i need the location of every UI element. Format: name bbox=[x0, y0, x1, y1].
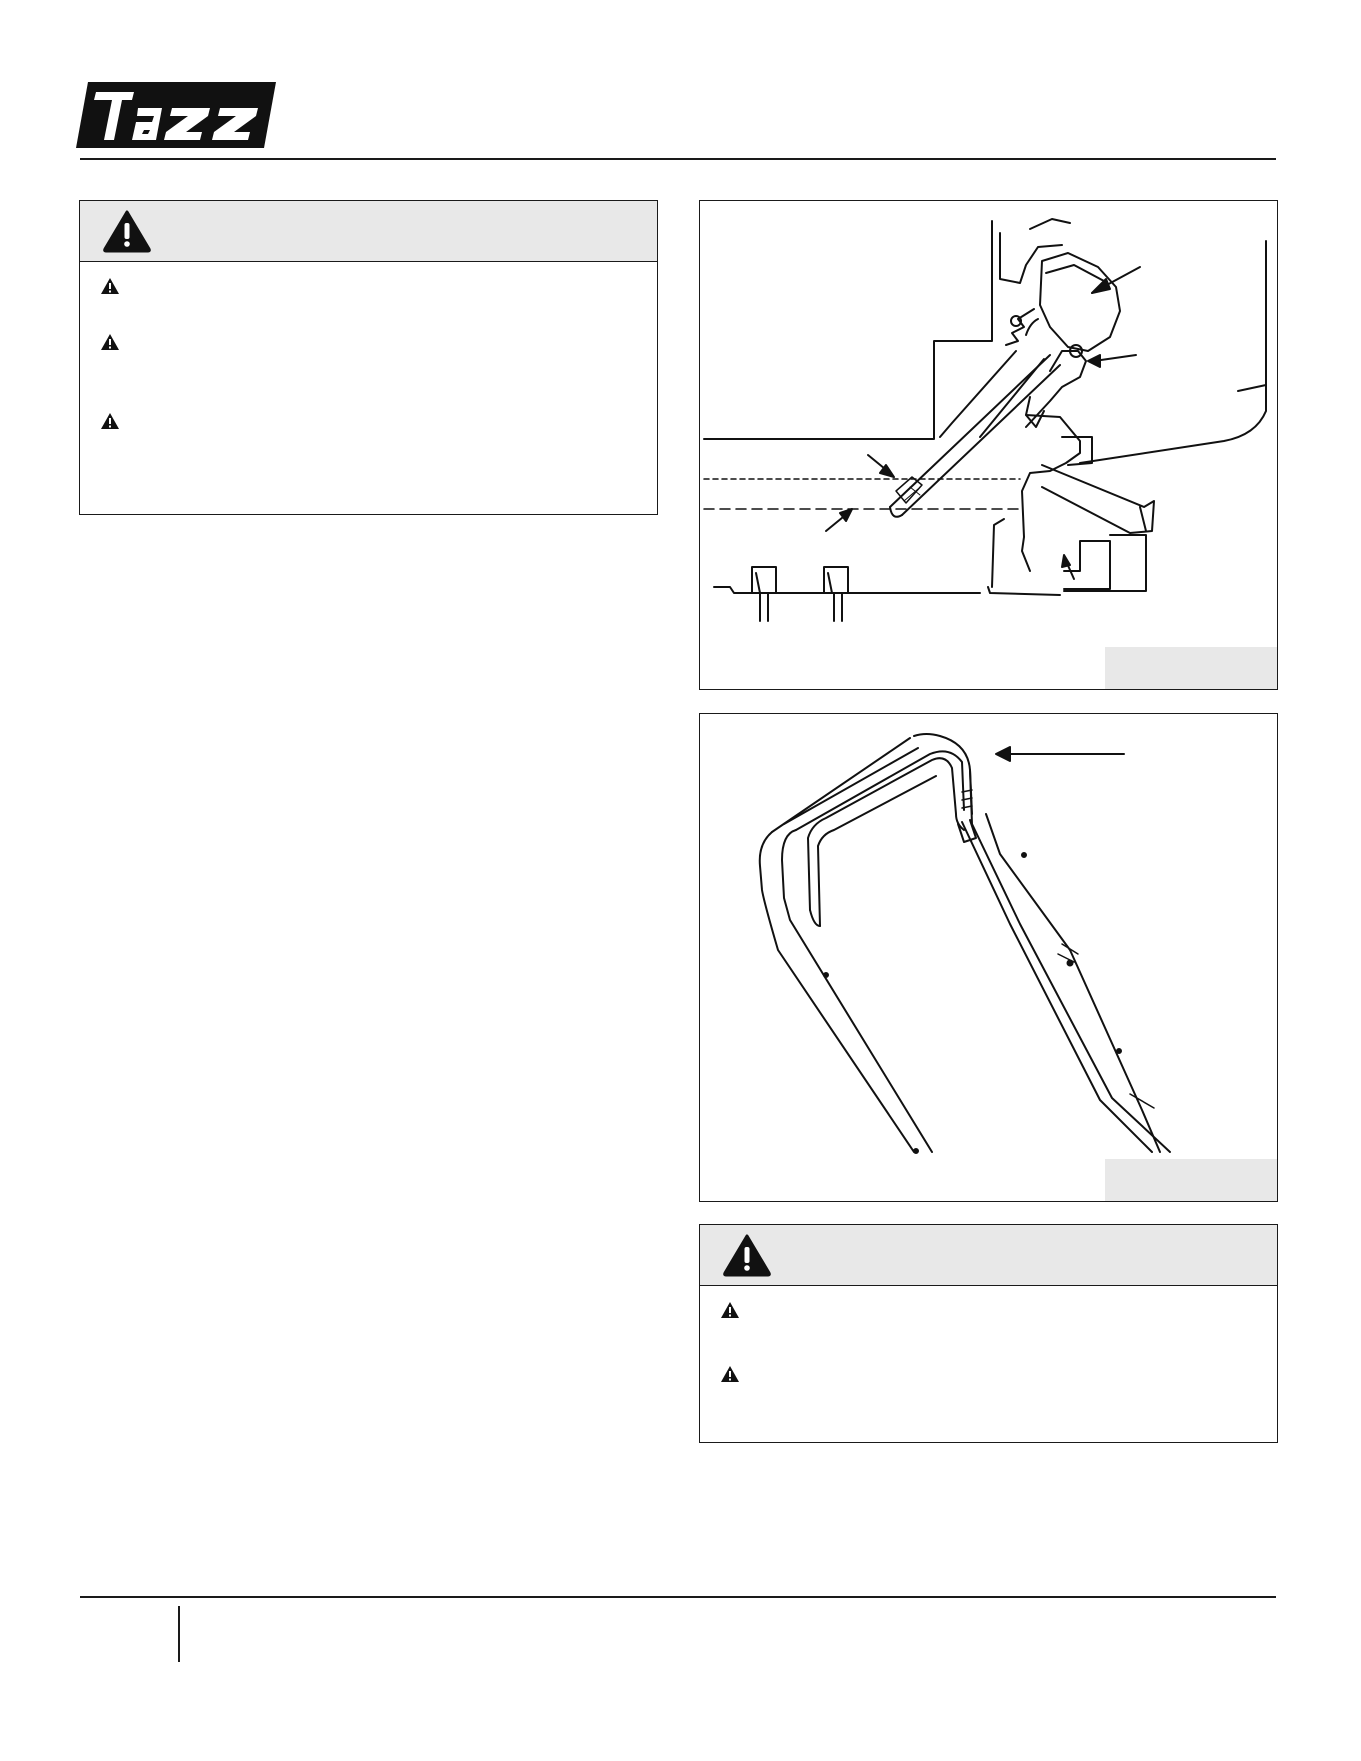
figure-label bbox=[1105, 1159, 1277, 1201]
warning-item bbox=[720, 1301, 1257, 1329]
warning-small-icon bbox=[720, 1365, 740, 1383]
warning-triangle-icon bbox=[722, 1233, 772, 1277]
figure-handle bbox=[699, 713, 1278, 1202]
tazz-logo bbox=[76, 78, 280, 152]
handle-illustration bbox=[700, 714, 1278, 1202]
warning-small-icon bbox=[720, 1301, 740, 1319]
warning-box-right bbox=[699, 1224, 1278, 1443]
warning-small-icon bbox=[100, 412, 120, 430]
figure-label bbox=[1105, 647, 1277, 689]
warning-item bbox=[100, 277, 637, 305]
footer-divider bbox=[178, 1606, 180, 1662]
warning-triangle-icon bbox=[102, 209, 152, 253]
warning-header bbox=[700, 1225, 1277, 1286]
warning-small-icon bbox=[100, 333, 120, 351]
warning-box-left bbox=[79, 200, 658, 515]
warning-small-icon bbox=[100, 277, 120, 295]
warning-item bbox=[100, 412, 637, 440]
footer-rule bbox=[80, 1596, 1276, 1598]
warning-item bbox=[720, 1365, 1257, 1393]
warning-header bbox=[80, 201, 657, 262]
warning-item bbox=[100, 333, 637, 361]
header-rule bbox=[80, 158, 1276, 160]
figure-dipstick bbox=[699, 200, 1278, 690]
dipstick-illustration bbox=[700, 201, 1278, 690]
